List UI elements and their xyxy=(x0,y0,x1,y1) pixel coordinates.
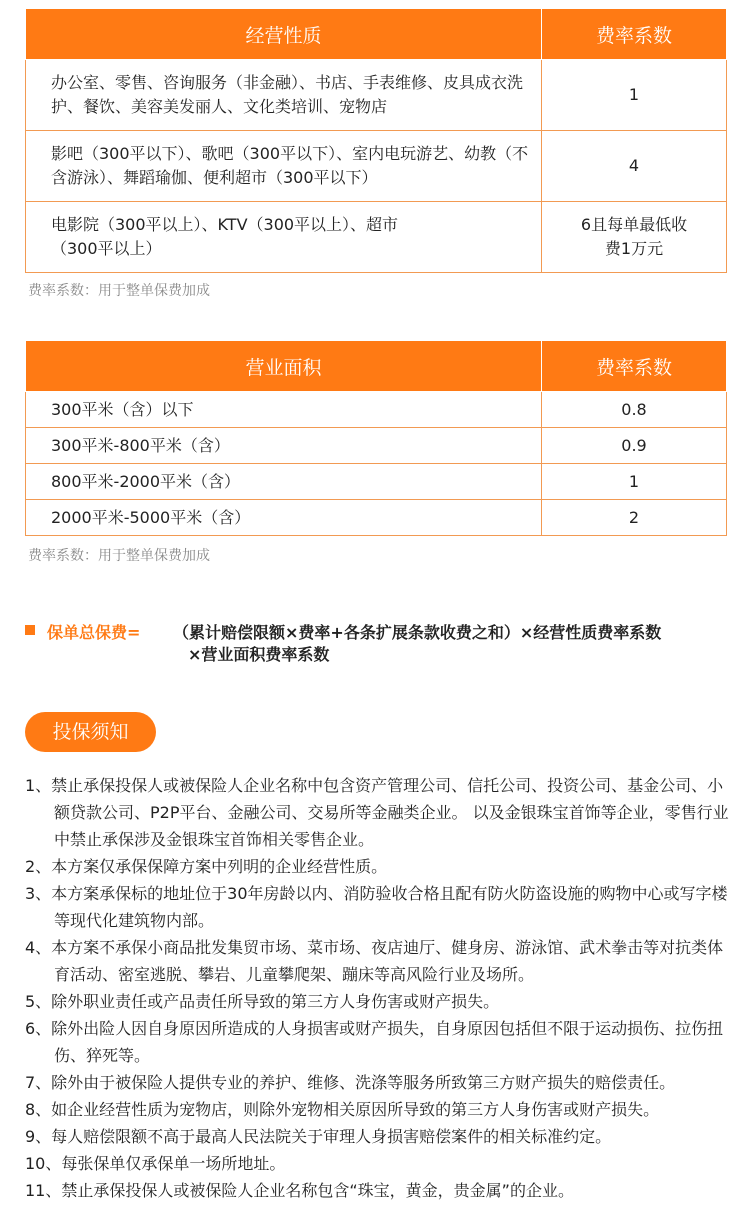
list-item: 3、本方案承保标的地址位于30年房龄以内、消防验收合格且配有防火防盗设施的购物中心或写字楼等现代化建筑物内部。 xyxy=(25,884,728,930)
rate-coefficient-cell: 2 xyxy=(542,500,727,536)
business-nature-rate-table xyxy=(25,8,727,273)
table-row xyxy=(26,131,727,202)
list-item: 6、除外出险人因自身原因所造成的人身损害或财产损失，自身原因包括但不限于运动损伤、拉伤扭伤、猝死等。 xyxy=(25,1019,724,1065)
list-item: 7、除外由于被保险人提供专业的养护、维修、洗涤等服务所致第三方财产损失的赔偿责任。 xyxy=(25,1073,676,1092)
header-rate-coefficient: 费率系数 xyxy=(542,9,727,60)
business-area-cell: 300平米（含）以下 xyxy=(26,392,542,428)
rate-coefficient-cell: 1 xyxy=(542,60,727,131)
business-nature-cell: 影吧（300平以下）、歌吧（300平以下）、室内电玩游艺、幼教（不含游泳）、舞蹈瑜伽、便利超市（300平以下） xyxy=(26,131,542,202)
table-row xyxy=(26,202,727,273)
table-row xyxy=(26,392,727,428)
rate-coefficient-cell: 0.9 xyxy=(542,428,727,464)
table-header-row xyxy=(26,9,727,60)
table-row xyxy=(26,464,727,500)
rate-coefficient-cell: 0.8 xyxy=(542,392,727,428)
business-area-cell: 300平米-800平米（含） xyxy=(26,428,542,464)
formula-label: 保单总保费= xyxy=(47,623,141,642)
business-nature-cell: 电影院（300平以上）、KTV（300平以上）、超市（300平以上） xyxy=(26,202,542,273)
list-item: 10、每张保单仅承保单一场所地址。 xyxy=(25,1154,286,1173)
header-business-area: 营业面积 xyxy=(26,341,542,392)
formula-line-1: （累计赔偿限额×费率+各条扩展条款收费之和）×经营性质费率系数 xyxy=(173,623,662,642)
rate-coefficient-cell: 6且每单最低收费1万元 xyxy=(542,202,727,273)
list-item: 2、本方案仅承保保障方案中列明的企业经营性质。 xyxy=(25,857,388,876)
table-row xyxy=(26,500,727,536)
table-header-row xyxy=(26,341,727,392)
list-item: 11、禁止承保投保人或被保险人企业名称包含“珠宝，黄金，贵金属”的企业。 xyxy=(25,1181,574,1200)
business-area-rate-table xyxy=(25,340,727,536)
list-item: 1、禁止承保投保人或被保险人企业名称中包含资产管理公司、信托公司、投资公司、基金公司、小额贷款公司、P2P平台、金融公司、交易所等金融类企业。 以及金银珠宝首饰等企业，零售行业中禁止承保涉及金银珠宝首饰相关零售企业。 xyxy=(25,776,729,849)
business-area-cell: 2000平米-5000平米（含） xyxy=(26,500,542,536)
rate-coefficient-note: 费率系数：用于整单保费加成 xyxy=(28,548,210,564)
business-area-cell: 800平米-2000平米（含） xyxy=(26,464,542,500)
formula-line-2: ×营业面积费率系数 xyxy=(188,645,330,664)
notice-title-badge: 投保须知 xyxy=(25,712,156,752)
rate-coefficient-cell: 4 xyxy=(542,131,727,202)
table-row xyxy=(26,60,727,131)
header-rate-coefficient: 费率系数 xyxy=(542,341,727,392)
list-item: 9、每人赔偿限额不高于最高人民法院关于审理人身损害赔偿案件的相关标准约定。 xyxy=(25,1127,612,1146)
rate-coefficient-cell: 1 xyxy=(542,464,727,500)
notice-list xyxy=(25,772,737,1204)
business-nature-cell: 办公室、零售、咨询服务（非金融）、书店、手表维修、皮具成衣洗护、餐饮、美容美发丽人、文化类培训、宠物店 xyxy=(26,60,542,131)
list-item: 8、如企业经营性质为宠物店，则除外宠物相关原因所导致的第三方人身伤害或财产损失。 xyxy=(25,1100,660,1119)
list-item: 4、本方案不承保小商品批发集贸市场、菜市场、夜店迪厅、健身房、游泳馆、武术拳击等对抗类体育活动、密室逃脱、攀岩、儿童攀爬架、蹦床等高风险行业及场所。 xyxy=(25,938,724,984)
table-row xyxy=(26,428,727,464)
bullet-square-icon xyxy=(25,625,35,635)
header-business-nature: 经营性质 xyxy=(26,9,542,60)
list-item: 5、除外职业责任或产品责任所导致的第三方人身伤害或财产损失。 xyxy=(25,992,500,1011)
rate-coefficient-note: 费率系数：用于整单保费加成 xyxy=(28,283,210,299)
